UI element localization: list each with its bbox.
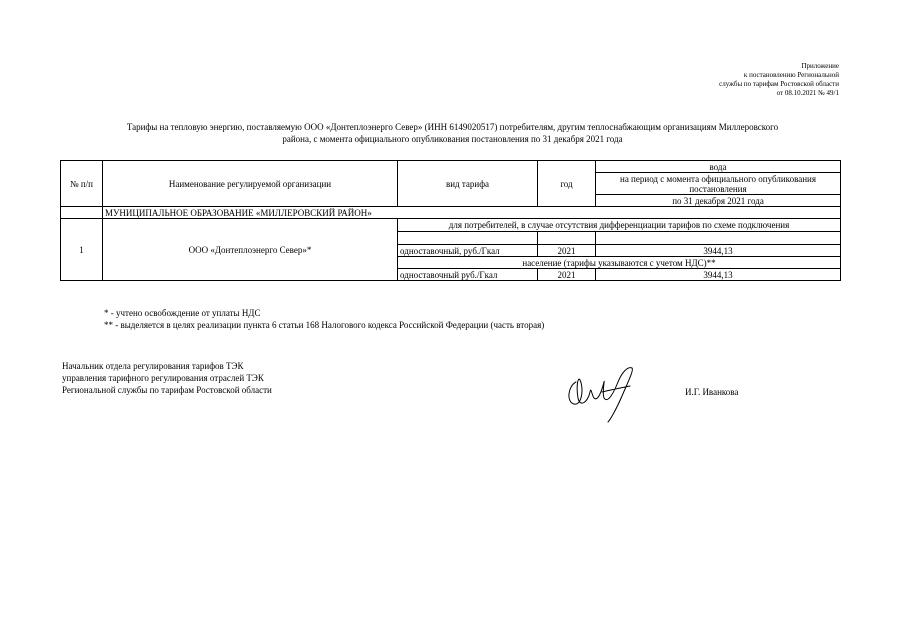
header-org: Наименование регулируемой организации <box>103 161 398 207</box>
appendix-line: службы по тарифам Ростовской области <box>719 80 839 88</box>
population-type: одноставочный руб./Гкал <box>398 269 538 281</box>
header-num: № п/п <box>61 161 103 207</box>
population-year: 2021 <box>538 269 596 281</box>
header-year: год <box>538 161 596 207</box>
subheader-consumers: для потребителей, в случае отсутствия дифференциации тарифов по схеме подключения <box>398 219 841 232</box>
consumers-value: 3944,13 <box>596 245 841 257</box>
handwritten-signature <box>558 352 648 427</box>
appendix-note <box>719 62 839 98</box>
population-value: 3944,13 <box>596 269 841 281</box>
spacer-cell <box>538 232 596 245</box>
appendix-line: к постановлению Региональной <box>743 71 839 79</box>
title-line-2: района, с момента официального опубликования постановления по 31 декабря 2021 года <box>282 134 623 144</box>
appendix-line: от 08.10.2021 № 49/1 <box>776 89 839 97</box>
row-num: 1 <box>61 219 103 281</box>
empty-cell <box>61 207 103 219</box>
footnote-1: * - учтено освобождение от уплаты НДС <box>104 308 261 318</box>
header-type: вид тарифа <box>398 161 538 207</box>
consumers-year: 2021 <box>538 245 596 257</box>
municipality-row: МУНИЦИПАЛЬНОЕ ОБРАЗОВАНИЕ «МИЛЛЕРОВСКИЙ РАЙОН» <box>103 207 841 219</box>
spacer-cell <box>398 232 538 245</box>
footnotes <box>104 307 544 331</box>
tariff-table <box>60 160 841 281</box>
footnote-2: ** - выделяется в целях реализации пункта 6 статьи 168 Налогового кодекса Российской Федерации (часть вторая) <box>104 320 545 330</box>
consumers-type: одноставочный, руб./Гкал <box>398 245 538 257</box>
title-line-1: Тарифы на тепловую энергию, поставляемую ООО «Донтеплоэнерго Север» (ИНН 6149020517) потребителям, другим теплоснабжающим организациям Миллеровского <box>126 122 779 132</box>
signatory-line-3: Региональной службы по тарифам Ростовской области <box>62 385 272 395</box>
header-period: на период с момента официального опубликования постановления <box>596 173 841 195</box>
row-org: ООО «Донтеплоэнерго Север»* <box>103 219 398 281</box>
signer-name: И.Г. Иванкова <box>685 387 739 397</box>
header-water: вода <box>596 161 841 173</box>
spacer-cell <box>596 232 841 245</box>
header-period-end: по 31 декабря 2021 года <box>596 195 841 207</box>
appendix-line: Приложение <box>801 62 839 70</box>
subheader-population: население (тарифы указываются с учетом НДС)** <box>398 257 841 269</box>
document-title <box>60 121 845 145</box>
signatory-line-1: Начальник отдела регулирования тарифов ТЭК <box>62 361 244 371</box>
signatory-line-2: управления тарифного регулирования отраслей ТЭК <box>62 373 264 383</box>
signatory-title <box>62 360 272 396</box>
